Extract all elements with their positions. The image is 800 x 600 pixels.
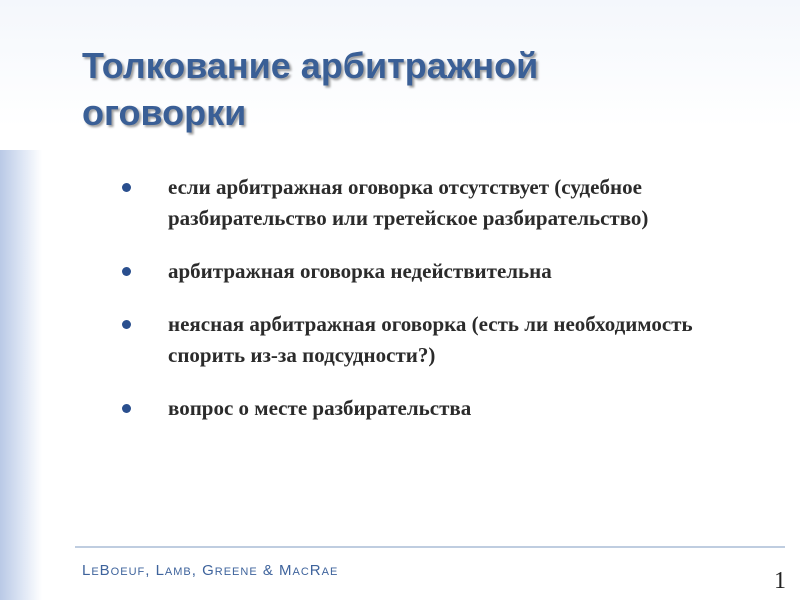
page-number: 1 <box>774 568 786 594</box>
bullet-item <box>118 256 758 287</box>
bullet-text: вопрос о месте разбирательства <box>168 396 472 420</box>
bullet-item <box>118 309 758 371</box>
bullet-item <box>118 393 758 424</box>
bullet-list <box>118 172 758 446</box>
bullet-text: арбитражная оговорка недействительна <box>168 259 552 283</box>
bullet-item <box>118 172 758 234</box>
slide-title: Толкование арбитражной оговорки <box>82 45 539 133</box>
bullet-dot-icon <box>122 267 131 276</box>
bullet-text: если арбитражная оговорка отсутствует (судебное разбирательство или третейское разбирательство) <box>168 175 649 230</box>
bullet-dot-icon <box>122 404 131 413</box>
bullet-dot-icon <box>122 183 131 192</box>
bullet-dot-icon <box>122 320 131 329</box>
footer-divider <box>75 546 785 548</box>
footer-firm-name: LeBoeuf, Lamb, Greene & MacRae <box>82 562 339 579</box>
bullet-text: неясная арбитражная оговорка (есть ли необходимость спорить из-за подсудности?) <box>168 312 693 367</box>
